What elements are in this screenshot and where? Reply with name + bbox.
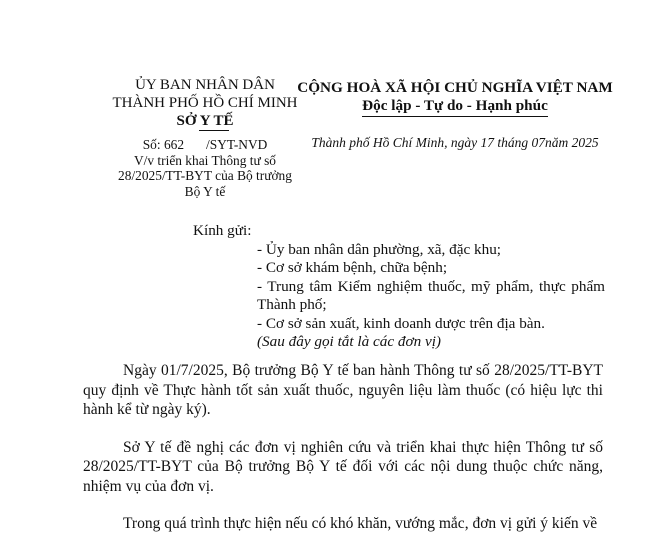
letter-body [83,361,603,552]
national-heading [290,79,620,115]
parent-org-line-2: THÀNH PHỐ HỒ CHÍ MINH [112,95,298,111]
recipient-item: - Cơ sở sản xuất, kinh doanh dược trên địa bàn. [257,314,545,332]
department-label: SỞ Y TẾ [176,113,234,129]
motto-text: Độc lập - Tự do - Hạnh phúc [362,97,548,114]
reference-suffix: /SYT-NVD [206,137,268,152]
parent-org-line-1: ỦY BAN NHÂN DÂN [135,77,275,93]
recipients-block [193,222,605,352]
department-name [177,112,234,130]
subject-line-1: V/v triển khai Thông tư số [133,152,277,168]
recipient-item: - Trung tâm Kiểm nghiệm thuốc, mỹ phẩm, thực phẩm Thành phố; [257,277,605,313]
place-and-date: Thành phố Hồ Chí Minh, ngày 17 tháng 07năm 2025 [311,135,599,150]
recipient-item: - Ủy ban nhân dân phường, xã, đặc khu; [257,240,502,258]
reference-number: 662 [163,137,185,152]
subject-line-3: Bộ Y tế [184,183,226,199]
motto-underline [362,116,548,117]
body-paragraph: Trong quá trình thực hiện nếu có khó khăn, vướng mắc, đơn vị gửi ý kiến về [123,515,598,532]
recipient-item: - Cơ sở khám bệnh, chữa bệnh; [257,259,448,276]
recipients-note: (Sau đây gọi tắt là các đơn vị) [257,333,441,350]
body-paragraph: Sở Y tế đề nghị các đơn vị nghiên cứu và triển khai thực hiện Thông tư số 28/2025/TT-BYT của Bộ trưởng Bộ Y tế đối với các nội dung thuộc chức năng, nhiệm vụ của đơn vị. [83,438,603,495]
national-motto [362,97,548,115]
department-underline [199,130,230,131]
recipients-greeting: Kính gửi: [193,222,252,239]
body-paragraph: Ngày 01/7/2025, Bộ trưởng Bộ Y tế ban hành Thông tư số 28/2025/TT-BYT quy định về Thực hành tốt sản xuất thuốc, nguyên liệu làm thuốc (có hiệu lực thi hành kể từ ngày ký). [83,362,603,418]
reference-label: Số: [142,137,161,152]
country-name: CỘNG HOÀ XÃ HỘI CHỦ NGHĨA VIỆT NAM [297,79,613,96]
subject-line-2: 28/2025/TT-BYT của Bộ trưởng [118,168,292,184]
recipient-list [193,241,605,334]
